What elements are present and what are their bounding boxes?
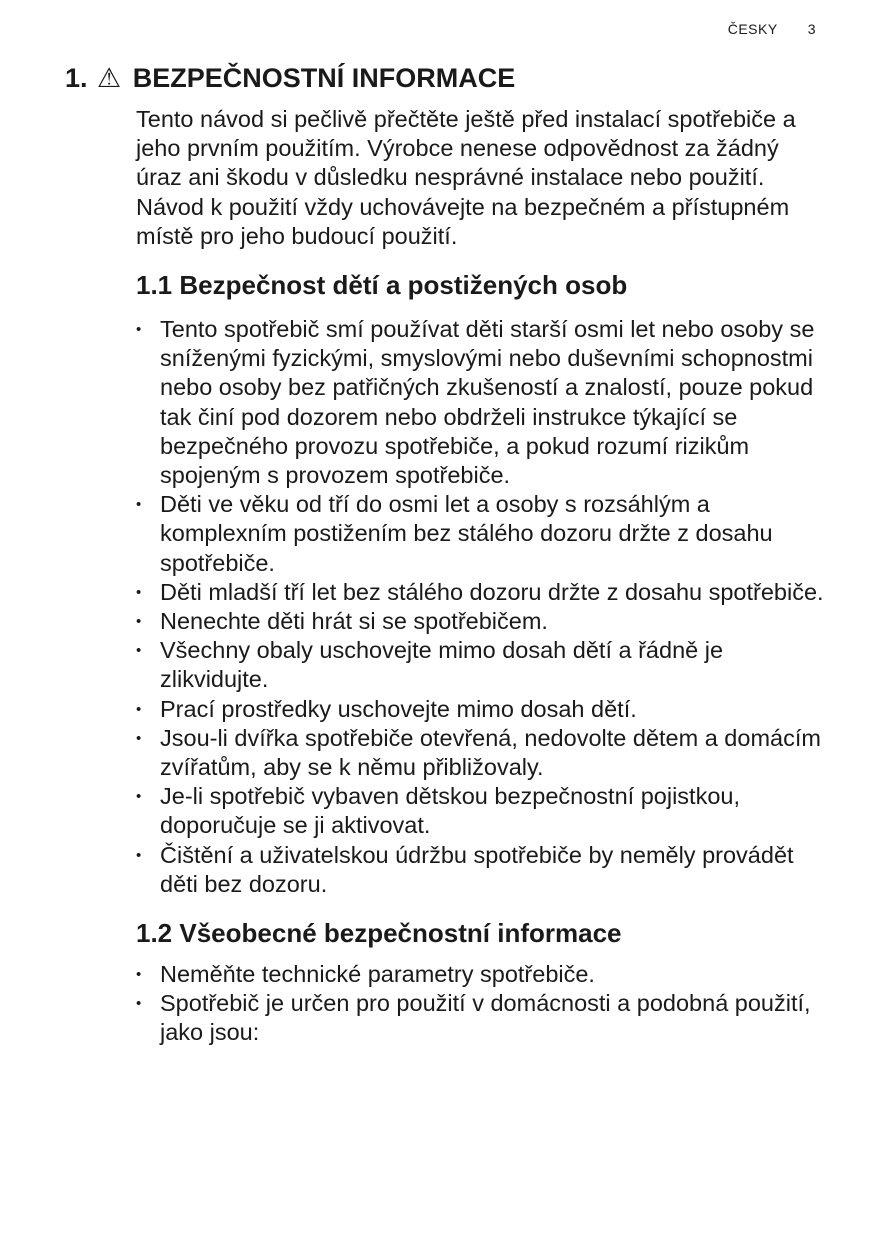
section-title-child-safety: 1.1 Bezpečnost dětí a postižených osob <box>136 270 628 301</box>
language-label: ČESKY <box>727 21 778 37</box>
page-number: 3 <box>807 21 816 37</box>
list-item: • Všechny obaly uschovejte mimo dosah dětí a řádně je zlikvidujte. <box>136 636 826 694</box>
list-item: • Je-li spotřebič vybaven dětskou bezpečnostní pojistkou, doporučuje se ji aktivovat. <box>136 782 826 840</box>
page-content <box>136 105 826 1048</box>
list-item: • Tento spotřebič smí používat děti starší osmi let nebo osoby se sníženými fyzickými, smyslovými nebo duševními schopnostmi nebo osoby bez patřičných zkušeností a znalostí, pouze pokud tak činí pod dozorem nebo obdrželi instrukce týkající se bezpečného provozu spotřebiče, a pokud rozumí rizikům spojeným s provozem spotřebiče. <box>136 315 826 490</box>
warning-icon: ⚠ <box>97 63 122 93</box>
child-safety-list <box>136 315 826 899</box>
list-item: • Nenechte děti hrát si se spotřebičem. <box>136 607 826 636</box>
page-header <box>728 21 816 37</box>
list-item: • Jsou-li dvířka spotřebiče otevřená, nedovolte dětem a domácím zvířatům, aby se k němu přibližovaly. <box>136 724 826 782</box>
list-item: • Neměňte technické parametry spotřebiče. <box>136 960 826 989</box>
chapter-number: 1. <box>65 63 88 93</box>
intro-paragraph: Tento návod si pečlivě přečtěte ještě před instalací spotřebiče a jeho prvním použitím. Výrobce nenese odpovědnost za žádný úraz ani škodu v důsledku nesprávné instalace nebo použití. Návod k použití vždy uchovávejte na bezpečném a přístupném místě pro jeho budoucí použití. <box>136 106 796 249</box>
list-item: • Čištění a uživatelskou údržbu spotřebiče by neměly provádět děti bez dozoru. <box>136 841 826 899</box>
chapter-title-text: BEZPEČNOSTNÍ INFORMACE <box>132 63 516 93</box>
list-item: • Prací prostředky uschovejte mimo dosah dětí. <box>136 695 826 724</box>
list-item: • Spotřebič je určen pro použití v domácnosti a podobná použití, jako jsou: <box>136 989 826 1047</box>
list-item: • Děti mladší tří let bez stálého dozoru držte z dosahu spotřebiče. <box>136 578 826 607</box>
list-item: • Děti ve věku od tří do osmi let a osoby s rozsáhlým a komplexním postižením bez stálého dozoru držte z dosahu spotřebiče. <box>136 490 826 578</box>
chapter-title <box>65 60 515 96</box>
general-safety-list <box>136 960 826 1048</box>
section-title-general-safety: 1.2 Všeobecné bezpečnostní informace <box>136 918 622 949</box>
